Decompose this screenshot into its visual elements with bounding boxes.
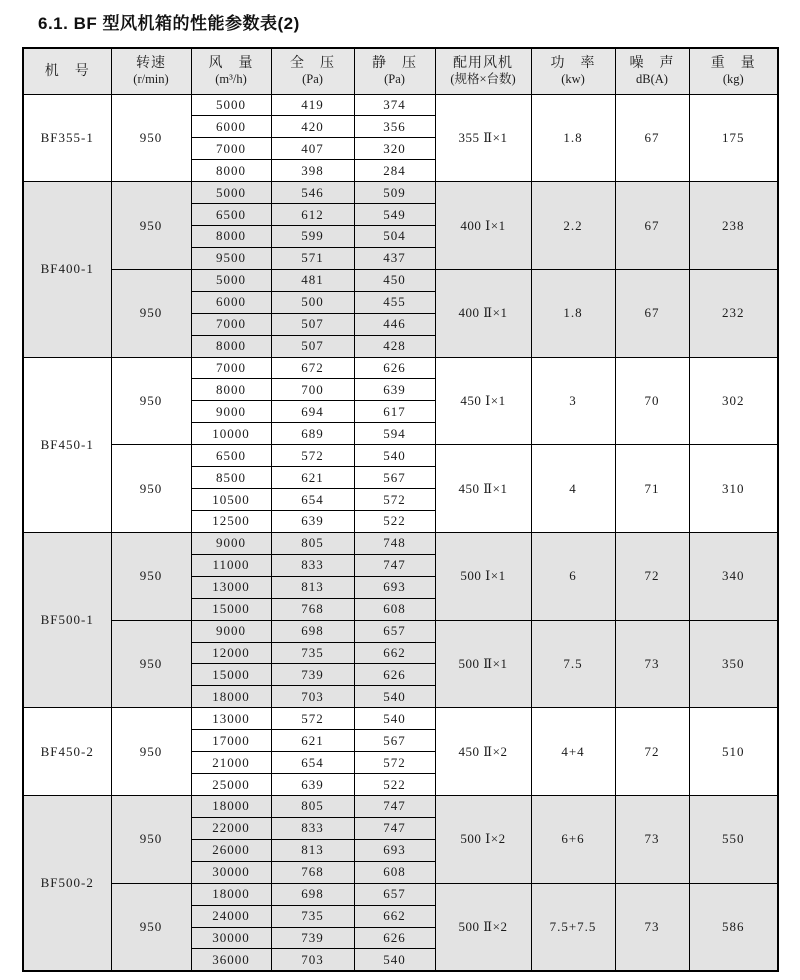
- total-pressure-cell: 612: [271, 204, 354, 226]
- total-pressure-cell: 739: [271, 664, 354, 686]
- static-pressure-cell: 540: [354, 686, 435, 708]
- model-cell: BF400-1: [23, 182, 111, 357]
- total-pressure-cell: 703: [271, 686, 354, 708]
- total-pressure-cell: 833: [271, 554, 354, 576]
- noise-cell: 72: [615, 708, 689, 796]
- static-pressure-cell: 522: [354, 511, 435, 533]
- static-pressure-cell: 748: [354, 532, 435, 554]
- table-header: [23, 48, 778, 94]
- static-pressure-cell: 567: [354, 730, 435, 752]
- airflow-cell: 8000: [191, 226, 271, 248]
- total-pressure-cell: 813: [271, 576, 354, 598]
- airflow-cell: 7000: [191, 138, 271, 160]
- static-pressure-cell: 747: [354, 554, 435, 576]
- airflow-cell: 17000: [191, 730, 271, 752]
- speed-cell: 950: [111, 357, 191, 445]
- table-row: [23, 532, 778, 554]
- static-pressure-cell: 540: [354, 445, 435, 467]
- power-cell: 4+4: [531, 708, 615, 796]
- speed-cell: 950: [111, 796, 191, 884]
- table-row: [23, 620, 778, 642]
- total-pressure-cell: 419: [271, 94, 354, 116]
- column-header-noise: [615, 48, 689, 94]
- weight-cell: 340: [689, 532, 778, 620]
- fan-spec-cell: 400 Ⅰ×1: [435, 182, 531, 270]
- noise-cell: 72: [615, 532, 689, 620]
- airflow-cell: 9000: [191, 401, 271, 423]
- airflow-cell: 36000: [191, 949, 271, 971]
- column-header-label: 静 压: [372, 56, 417, 72]
- column-header-label: 转速: [136, 56, 166, 72]
- total-pressure-cell: 407: [271, 138, 354, 160]
- column-header-unit: (kw): [561, 72, 585, 87]
- airflow-cell: 25000: [191, 774, 271, 796]
- power-cell: 6+6: [531, 796, 615, 884]
- static-pressure-cell: 450: [354, 269, 435, 291]
- weight-cell: 232: [689, 269, 778, 357]
- noise-cell: 67: [615, 182, 689, 270]
- total-pressure-cell: 689: [271, 423, 354, 445]
- static-pressure-cell: 747: [354, 817, 435, 839]
- performance-parameters-table: [22, 47, 779, 972]
- total-pressure-cell: 768: [271, 598, 354, 620]
- power-cell: 6: [531, 532, 615, 620]
- airflow-cell: 15000: [191, 664, 271, 686]
- noise-cell: 71: [615, 445, 689, 533]
- column-header-unit: (规格×台数): [450, 72, 516, 87]
- airflow-cell: 6000: [191, 116, 271, 138]
- weight-cell: 510: [689, 708, 778, 796]
- table-row: [23, 182, 778, 204]
- airflow-cell: 10000: [191, 423, 271, 445]
- power-cell: 7.5+7.5: [531, 883, 615, 971]
- total-pressure-cell: 694: [271, 401, 354, 423]
- airflow-cell: 7000: [191, 357, 271, 379]
- table-row: [23, 357, 778, 379]
- column-header-label: 机 号: [44, 63, 90, 79]
- weight-cell: 238: [689, 182, 778, 270]
- static-pressure-cell: 657: [354, 620, 435, 642]
- airflow-cell: 21000: [191, 752, 271, 774]
- fan-spec-cell: 500 Ⅱ×1: [435, 620, 531, 708]
- model-cell: BF500-1: [23, 532, 111, 707]
- column-header-label: 重 量: [710, 56, 756, 72]
- static-pressure-cell: 662: [354, 642, 435, 664]
- noise-cell: 67: [615, 94, 689, 182]
- airflow-cell: 6500: [191, 204, 271, 226]
- total-pressure-cell: 805: [271, 532, 354, 554]
- static-pressure-cell: 572: [354, 752, 435, 774]
- total-pressure-cell: 621: [271, 730, 354, 752]
- table-body: [23, 94, 778, 971]
- fan-spec-cell: 450 Ⅰ×1: [435, 357, 531, 445]
- total-pressure-cell: 546: [271, 182, 354, 204]
- static-pressure-cell: 509: [354, 182, 435, 204]
- total-pressure-cell: 398: [271, 160, 354, 182]
- airflow-cell: 6500: [191, 445, 271, 467]
- total-pressure-cell: 833: [271, 817, 354, 839]
- power-cell: 1.8: [531, 269, 615, 357]
- airflow-cell: 13000: [191, 708, 271, 730]
- speed-cell: 950: [111, 182, 191, 270]
- column-header-unit: (Pa): [302, 72, 323, 87]
- column-header-total-pressure: [271, 48, 354, 94]
- total-pressure-cell: 639: [271, 774, 354, 796]
- airflow-cell: 12500: [191, 511, 271, 533]
- airflow-cell: 26000: [191, 839, 271, 861]
- model-cell: BF450-2: [23, 708, 111, 796]
- noise-cell: 73: [615, 883, 689, 971]
- total-pressure-cell: 654: [271, 489, 354, 511]
- static-pressure-cell: 608: [354, 861, 435, 883]
- fan-spec-cell: 450 Ⅱ×1: [435, 445, 531, 533]
- airflow-cell: 5000: [191, 94, 271, 116]
- total-pressure-cell: 507: [271, 313, 354, 335]
- table-row: [23, 796, 778, 818]
- column-header-unit: (m³/h): [215, 72, 247, 87]
- airflow-cell: 24000: [191, 905, 271, 927]
- power-cell: 3: [531, 357, 615, 445]
- column-header-unit: dB(A): [636, 72, 668, 87]
- airflow-cell: 9000: [191, 532, 271, 554]
- airflow-cell: 9500: [191, 247, 271, 269]
- power-cell: 1.8: [531, 94, 615, 182]
- weight-cell: 550: [689, 796, 778, 884]
- static-pressure-cell: 446: [354, 313, 435, 335]
- speed-cell: 950: [111, 532, 191, 620]
- total-pressure-cell: 700: [271, 379, 354, 401]
- total-pressure-cell: 420: [271, 116, 354, 138]
- total-pressure-cell: 571: [271, 247, 354, 269]
- static-pressure-cell: 504: [354, 226, 435, 248]
- fan-spec-cell: 450 Ⅱ×2: [435, 708, 531, 796]
- airflow-cell: 5000: [191, 269, 271, 291]
- airflow-cell: 8000: [191, 335, 271, 357]
- column-header-static-pressure: [354, 48, 435, 94]
- airflow-cell: 13000: [191, 576, 271, 598]
- static-pressure-cell: 693: [354, 576, 435, 598]
- column-header-model: [23, 48, 111, 94]
- column-header-label: 全 压: [290, 56, 335, 72]
- airflow-cell: 30000: [191, 861, 271, 883]
- static-pressure-cell: 437: [354, 247, 435, 269]
- total-pressure-cell: 703: [271, 949, 354, 971]
- column-header-unit: (kg): [722, 72, 744, 87]
- static-pressure-cell: 540: [354, 708, 435, 730]
- static-pressure-cell: 572: [354, 489, 435, 511]
- total-pressure-cell: 768: [271, 861, 354, 883]
- speed-cell: 950: [111, 269, 191, 357]
- static-pressure-cell: 356: [354, 116, 435, 138]
- speed-cell: 950: [111, 620, 191, 708]
- model-cell: BF450-1: [23, 357, 111, 532]
- column-header-airflow: [191, 48, 271, 94]
- static-pressure-cell: 747: [354, 796, 435, 818]
- total-pressure-cell: 500: [271, 291, 354, 313]
- static-pressure-cell: 320: [354, 138, 435, 160]
- static-pressure-cell: 374: [354, 94, 435, 116]
- speed-cell: 950: [111, 94, 191, 182]
- table-row: [23, 883, 778, 905]
- table-row: [23, 708, 778, 730]
- total-pressure-cell: 813: [271, 839, 354, 861]
- speed-cell: 950: [111, 883, 191, 971]
- weight-cell: 350: [689, 620, 778, 708]
- airflow-cell: 22000: [191, 817, 271, 839]
- column-header-unit: (r/min): [133, 72, 169, 87]
- weight-cell: 175: [689, 94, 778, 182]
- static-pressure-cell: 639: [354, 379, 435, 401]
- airflow-cell: 18000: [191, 796, 271, 818]
- static-pressure-cell: 662: [354, 905, 435, 927]
- total-pressure-cell: 735: [271, 905, 354, 927]
- column-header-label: 功 率: [550, 56, 596, 72]
- fan-spec-cell: 400 Ⅱ×1: [435, 269, 531, 357]
- noise-cell: 67: [615, 269, 689, 357]
- airflow-cell: 6000: [191, 291, 271, 313]
- total-pressure-cell: 805: [271, 796, 354, 818]
- column-header-label: 噪 声: [629, 56, 675, 72]
- total-pressure-cell: 739: [271, 927, 354, 949]
- static-pressure-cell: 284: [354, 160, 435, 182]
- airflow-cell: 15000: [191, 598, 271, 620]
- total-pressure-cell: 599: [271, 226, 354, 248]
- airflow-cell: 18000: [191, 883, 271, 905]
- static-pressure-cell: 626: [354, 927, 435, 949]
- total-pressure-cell: 672: [271, 357, 354, 379]
- static-pressure-cell: 608: [354, 598, 435, 620]
- total-pressure-cell: 735: [271, 642, 354, 664]
- static-pressure-cell: 626: [354, 357, 435, 379]
- static-pressure-cell: 428: [354, 335, 435, 357]
- noise-cell: 70: [615, 357, 689, 445]
- weight-cell: 586: [689, 883, 778, 971]
- fan-spec-cell: 355 Ⅱ×1: [435, 94, 531, 182]
- static-pressure-cell: 540: [354, 949, 435, 971]
- total-pressure-cell: 507: [271, 335, 354, 357]
- fan-spec-cell: 500 Ⅱ×2: [435, 883, 531, 971]
- static-pressure-cell: 626: [354, 664, 435, 686]
- total-pressure-cell: 698: [271, 620, 354, 642]
- airflow-cell: 8000: [191, 379, 271, 401]
- airflow-cell: 30000: [191, 927, 271, 949]
- fan-spec-cell: 500 Ⅰ×1: [435, 532, 531, 620]
- header-row: [23, 48, 778, 94]
- column-header-power: [531, 48, 615, 94]
- column-header-unit: (Pa): [384, 72, 405, 87]
- column-header-label: 风 量: [208, 56, 254, 72]
- static-pressure-cell: 617: [354, 401, 435, 423]
- airflow-cell: 9000: [191, 620, 271, 642]
- total-pressure-cell: 654: [271, 752, 354, 774]
- airflow-cell: 8000: [191, 160, 271, 182]
- power-cell: 7.5: [531, 620, 615, 708]
- total-pressure-cell: 572: [271, 708, 354, 730]
- airflow-cell: 7000: [191, 313, 271, 335]
- static-pressure-cell: 567: [354, 467, 435, 489]
- total-pressure-cell: 572: [271, 445, 354, 467]
- airflow-cell: 10500: [191, 489, 271, 511]
- column-header-weight: [689, 48, 778, 94]
- airflow-cell: 11000: [191, 554, 271, 576]
- static-pressure-cell: 693: [354, 839, 435, 861]
- airflow-cell: 12000: [191, 642, 271, 664]
- table-row: [23, 445, 778, 467]
- noise-cell: 73: [615, 620, 689, 708]
- model-cell: BF500-2: [23, 796, 111, 971]
- noise-cell: 73: [615, 796, 689, 884]
- weight-cell: 310: [689, 445, 778, 533]
- static-pressure-cell: 522: [354, 774, 435, 796]
- model-cell: BF355-1: [23, 94, 111, 182]
- airflow-cell: 18000: [191, 686, 271, 708]
- page-title: 6.1. BF 型风机箱的性能参数表(2): [38, 14, 300, 33]
- total-pressure-cell: 639: [271, 511, 354, 533]
- column-header-speed: [111, 48, 191, 94]
- airflow-cell: 8500: [191, 467, 271, 489]
- table-row: [23, 94, 778, 116]
- static-pressure-cell: 594: [354, 423, 435, 445]
- speed-cell: 950: [111, 708, 191, 796]
- static-pressure-cell: 657: [354, 883, 435, 905]
- power-cell: 4: [531, 445, 615, 533]
- total-pressure-cell: 698: [271, 883, 354, 905]
- airflow-cell: 5000: [191, 182, 271, 204]
- speed-cell: 950: [111, 445, 191, 533]
- static-pressure-cell: 549: [354, 204, 435, 226]
- table-row: [23, 269, 778, 291]
- weight-cell: 302: [689, 357, 778, 445]
- total-pressure-cell: 481: [271, 269, 354, 291]
- column-header-fan-spec: [435, 48, 531, 94]
- static-pressure-cell: 455: [354, 291, 435, 313]
- power-cell: 2.2: [531, 182, 615, 270]
- fan-spec-cell: 500 Ⅰ×2: [435, 796, 531, 884]
- total-pressure-cell: 621: [271, 467, 354, 489]
- column-header-label: 配用风机: [453, 56, 513, 72]
